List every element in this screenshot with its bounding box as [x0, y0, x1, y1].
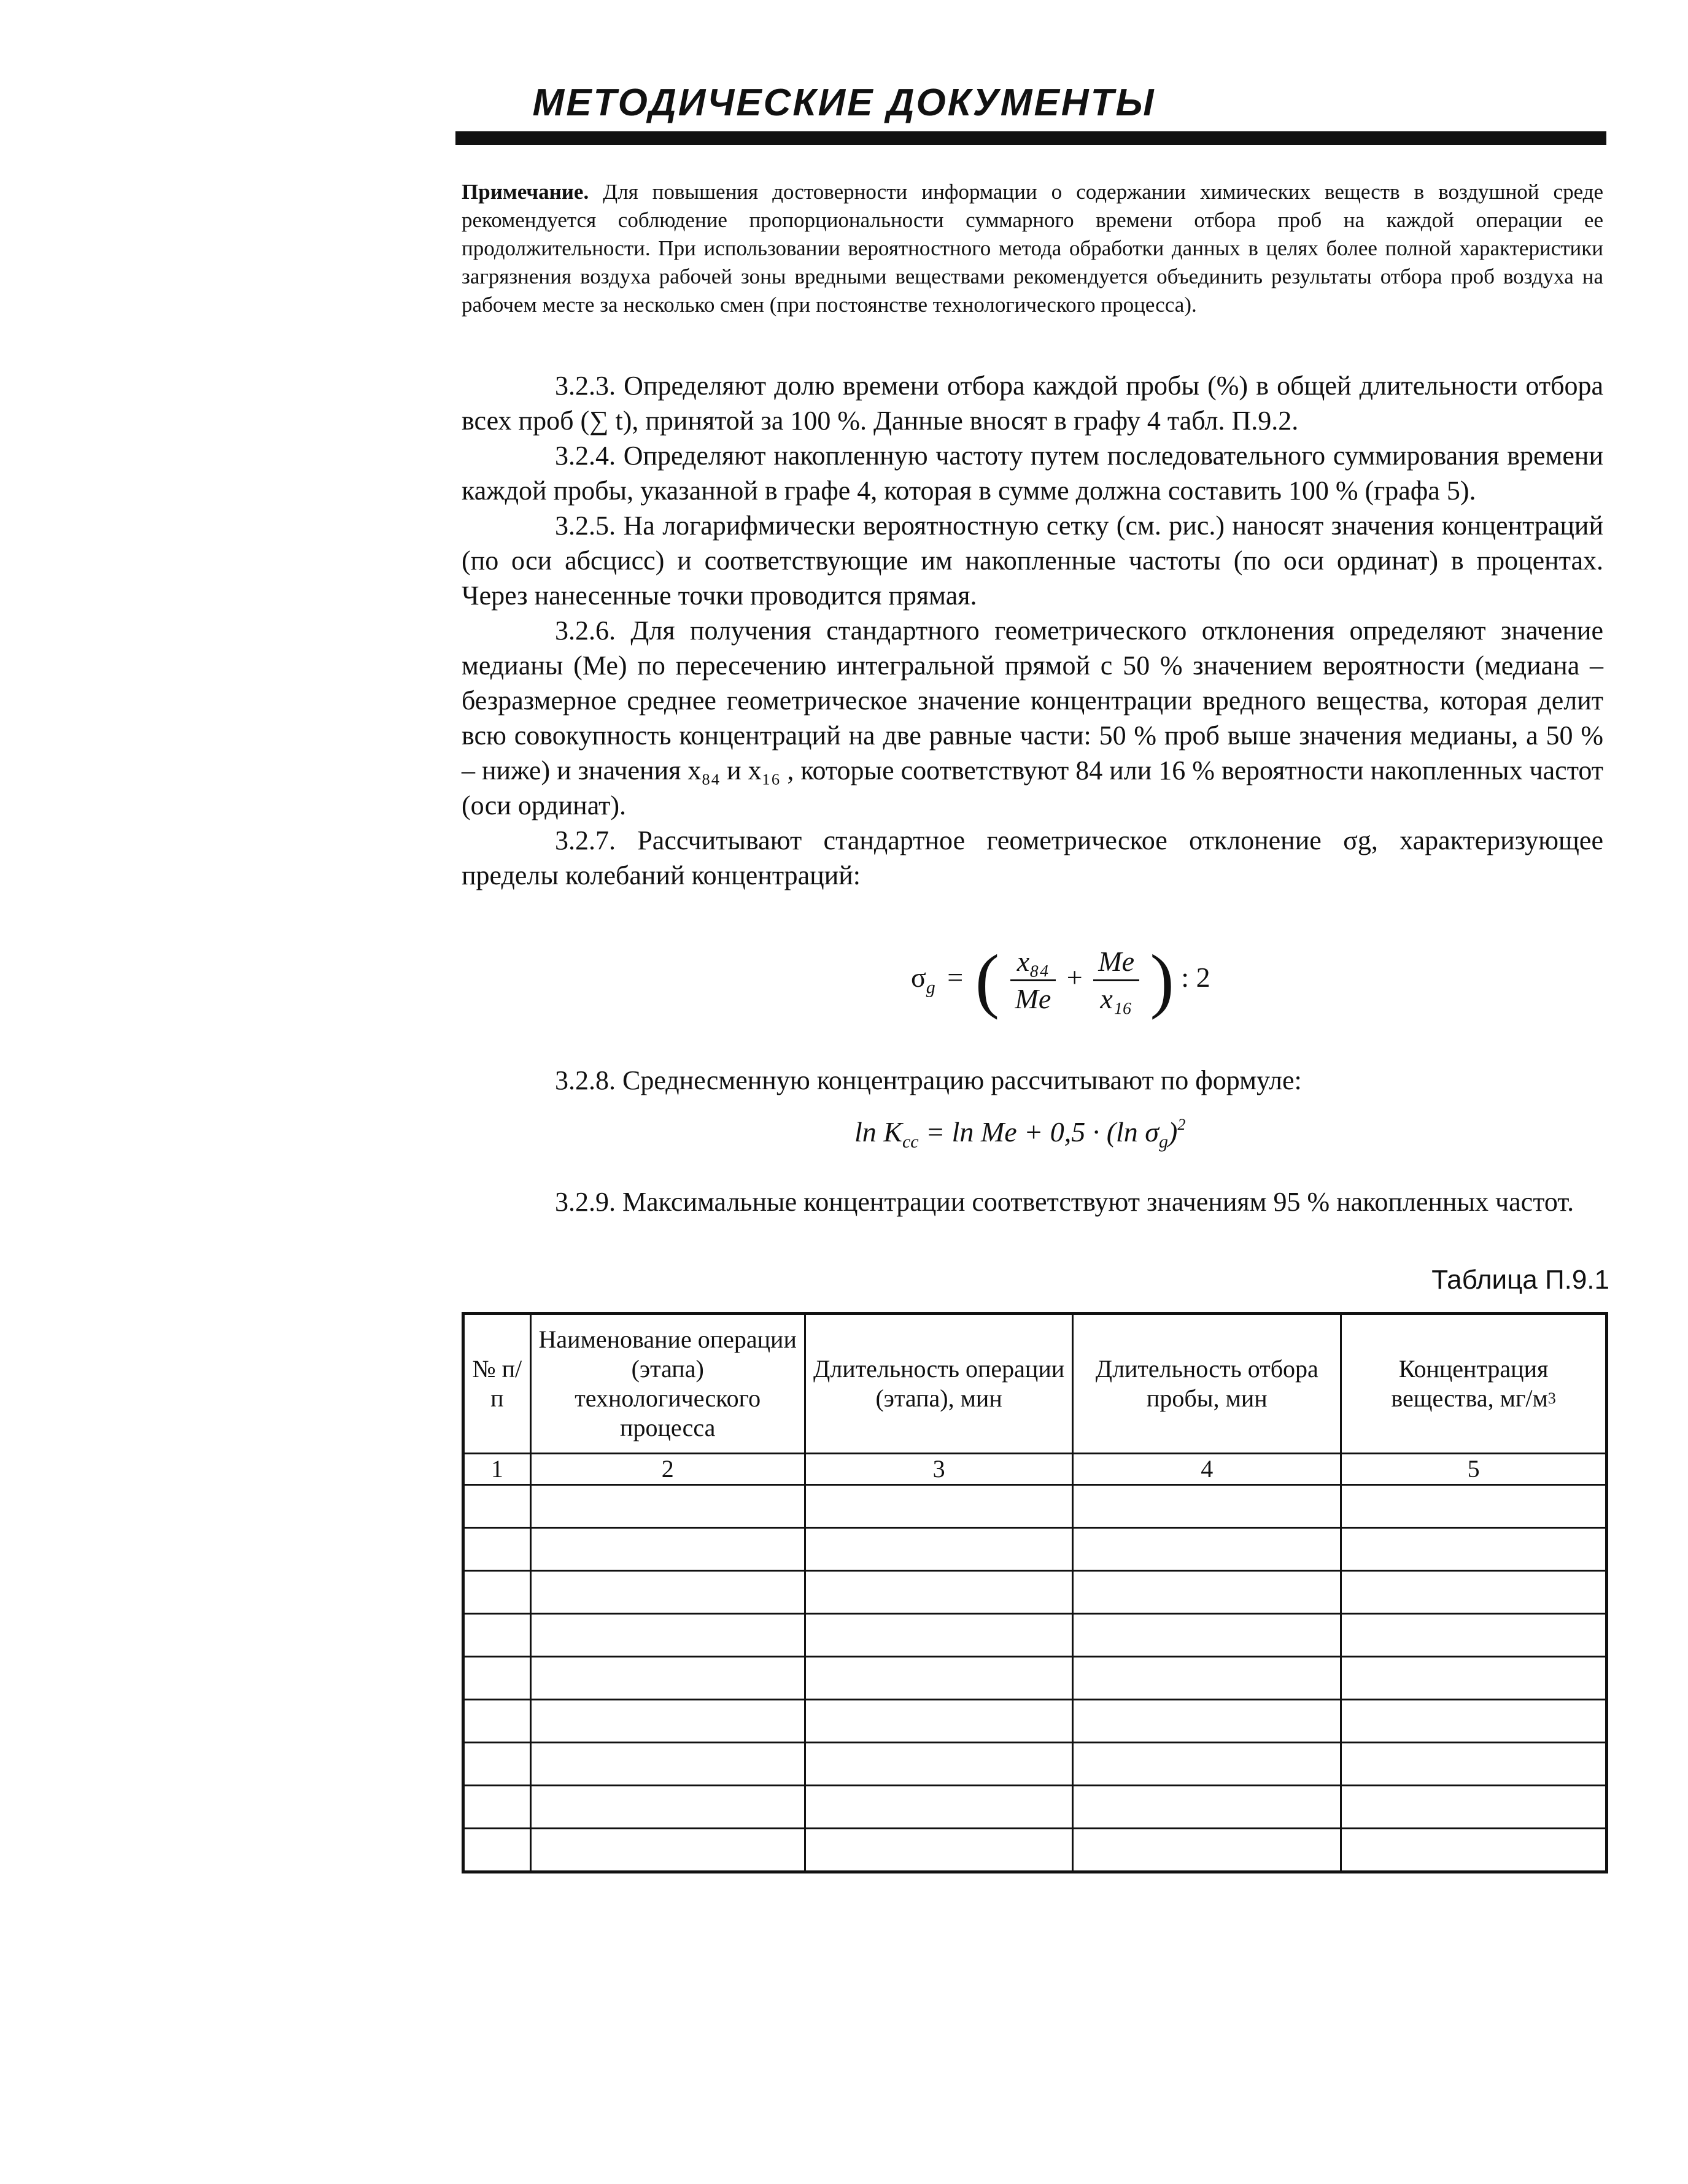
table-cell [1073, 1571, 1341, 1614]
table-cell [805, 1743, 1073, 1786]
column-number: 2 [530, 1454, 805, 1485]
table-cell [463, 1743, 531, 1786]
col-header-concentration: Концентрация вещества, $мг/м^3$ [1341, 1314, 1607, 1454]
table-cell [463, 1657, 531, 1700]
col-header-number: № п/п [463, 1314, 531, 1454]
table-cell [1073, 1485, 1341, 1528]
table-cell [805, 1571, 1073, 1614]
col-header-operation: Наименование операции (этапа) технологического процесса [530, 1314, 805, 1454]
note-block [462, 178, 1603, 319]
table-cell [1073, 1786, 1341, 1829]
table-cell [1341, 1743, 1607, 1786]
table-cell [463, 1700, 531, 1743]
table-cell [805, 1657, 1073, 1700]
table-cell [1341, 1829, 1607, 1872]
table-cell [463, 1528, 531, 1571]
fraction-x84-me: $\frac{\text{x₈₄}}{Me}$ [1010, 944, 1056, 1017]
table-cell [530, 1528, 805, 1571]
data-table [462, 1312, 1608, 1873]
body-text-3 [462, 1184, 1603, 1219]
body-text [462, 368, 1603, 893]
table-cell [1073, 1700, 1341, 1743]
table-cell [1341, 1571, 1607, 1614]
table-cell [1341, 1485, 1607, 1528]
table-cell [1073, 1743, 1341, 1786]
fraction-me-x16: $\frac{Me}{\text{x₁₆}}$ [1093, 944, 1139, 1017]
table-cell [805, 1829, 1073, 1872]
table-cell [1341, 1786, 1607, 1829]
col-header-sample-duration: Длительность отбора пробы, мин [1073, 1314, 1341, 1454]
table-cell [805, 1614, 1073, 1657]
note-label: Примечание. [462, 180, 589, 204]
table-row [463, 1485, 1607, 1528]
body-text-2 [462, 1063, 1603, 1098]
column-number: 5 [1341, 1454, 1607, 1485]
paragraph-3-2-6: 3.2.6. Для получения стандартного геометрического отклонения определяют значение медианы (Ме) по пересечению интегральной прямой с 50 % значением вероятности (медиана – безразмерное среднее геометрическое значение концентрации вредного вещества, которая делит всю совокупность концентраций на две равные части: 50 % проб выше значения медианы, а 50 % – ниже) и значения x₈₄ и x₁₆ , которые соответствуют 84 или 16 % вероятности накопленных частот (оси ординат). [462, 615, 1603, 820]
table-header-row [463, 1314, 1607, 1454]
table-cell [463, 1485, 531, 1528]
column-number: 3 [805, 1454, 1073, 1485]
table-cell [530, 1700, 805, 1743]
col-header-operation-duration: Длительность операции (этапа), мин [805, 1314, 1073, 1454]
paragraph-3-2-5: 3.2.5. На логарифмически вероятностную сетку (см. рис.) наносят значения концентраций (по оси абсцисс) и соответствующие им накопленные частоты (по оси ординат) в процентах. Через нанесенные точки проводится прямая. [462, 511, 1603, 611]
formula-kcc: $\ln K_{cc} = \ln Me + 0,5 \cdot (\ln$ $\sigma_g)^2$ [854, 1116, 1186, 1152]
table-cell [1073, 1657, 1341, 1700]
column-number-row [463, 1454, 1607, 1485]
table-row [463, 1743, 1607, 1786]
table-cell [805, 1528, 1073, 1571]
table-cell [530, 1614, 805, 1657]
paragraph-3-2-8: 3.2.8. Среднесменную концентрацию рассчитывают по формуле: [555, 1065, 1302, 1095]
table-cell [463, 1786, 531, 1829]
table-cell [1073, 1528, 1341, 1571]
running-header: МЕТОДИЧЕСКИЕ ДОКУМЕНТЫ [532, 82, 1156, 124]
formula-sigma-g: $\sigma_g$ = ( $\frac{\text{x₈₄}}{Me}$ + $\frac{Me}{\text{x₁₆}}$ ) : 2 [911, 940, 1210, 1021]
paragraph-3-2-3: 3.2.3. Определяют долю времени отбора каждой пробы (%) в общей длительности отбора всех проб (∑ t), принятой за 100 %. Данные вносят в графу 4 табл. П.9.2. [462, 371, 1603, 436]
table-row [463, 1571, 1607, 1614]
table-cell [463, 1614, 531, 1657]
table-cell [1341, 1614, 1607, 1657]
table-row [463, 1829, 1607, 1872]
table-cell [530, 1657, 805, 1700]
table-cell [530, 1485, 805, 1528]
column-number: 1 [463, 1454, 531, 1485]
column-number: 4 [1073, 1454, 1341, 1485]
table-cell [530, 1786, 805, 1829]
table-cell [463, 1571, 531, 1614]
table-cell [463, 1829, 531, 1872]
table-row [463, 1657, 1607, 1700]
note-text: Для повышения достоверности информации о содержании химических веществ в воздушной среде рекомендуется соблюдение пропорциональности суммарного времени отбора проб на каждой операции ее продолжительности. При использовании вероятностного метода обработки данных в целях более полной характеристики загрязнения воздуха рабочей зоны вредными веществами рекомендуется объединить результаты отбора проб воздуха на рабочем месте за несколько смен (при постоянстве технологического процесса). [462, 180, 1603, 317]
table-cell [805, 1485, 1073, 1528]
table-caption: Таблица П.9.1 [1431, 1265, 1609, 1295]
table-cell [1341, 1528, 1607, 1571]
table-row [463, 1786, 1607, 1829]
table-cell [530, 1743, 805, 1786]
header-rule [455, 131, 1606, 145]
table-cell [805, 1786, 1073, 1829]
table-cell [530, 1829, 805, 1872]
paragraph-3-2-7: 3.2.7. Рассчитывают стандартное геометрическое отклонение σg, характеризующее пределы колебаний концентраций: [462, 825, 1603, 890]
table-row [463, 1700, 1607, 1743]
table-cell [1341, 1700, 1607, 1743]
table-row [463, 1614, 1607, 1657]
table-cell [805, 1700, 1073, 1743]
paragraph-3-2-4: 3.2.4. Определяют накопленную частоту путем последовательного суммирования времени каждой пробы, указанной в графе 4, которая в сумме должна составить 100 % (графа 5). [462, 441, 1603, 506]
table-row [463, 1528, 1607, 1571]
table-cell [530, 1571, 805, 1614]
table-cell [1073, 1829, 1341, 1872]
paragraph-3-2-9: 3.2.9. Максимальные концентрации соответствуют значениям 95 % накопленных частот. [555, 1187, 1574, 1217]
table-cell [1073, 1614, 1341, 1657]
table-cell [1341, 1657, 1607, 1700]
